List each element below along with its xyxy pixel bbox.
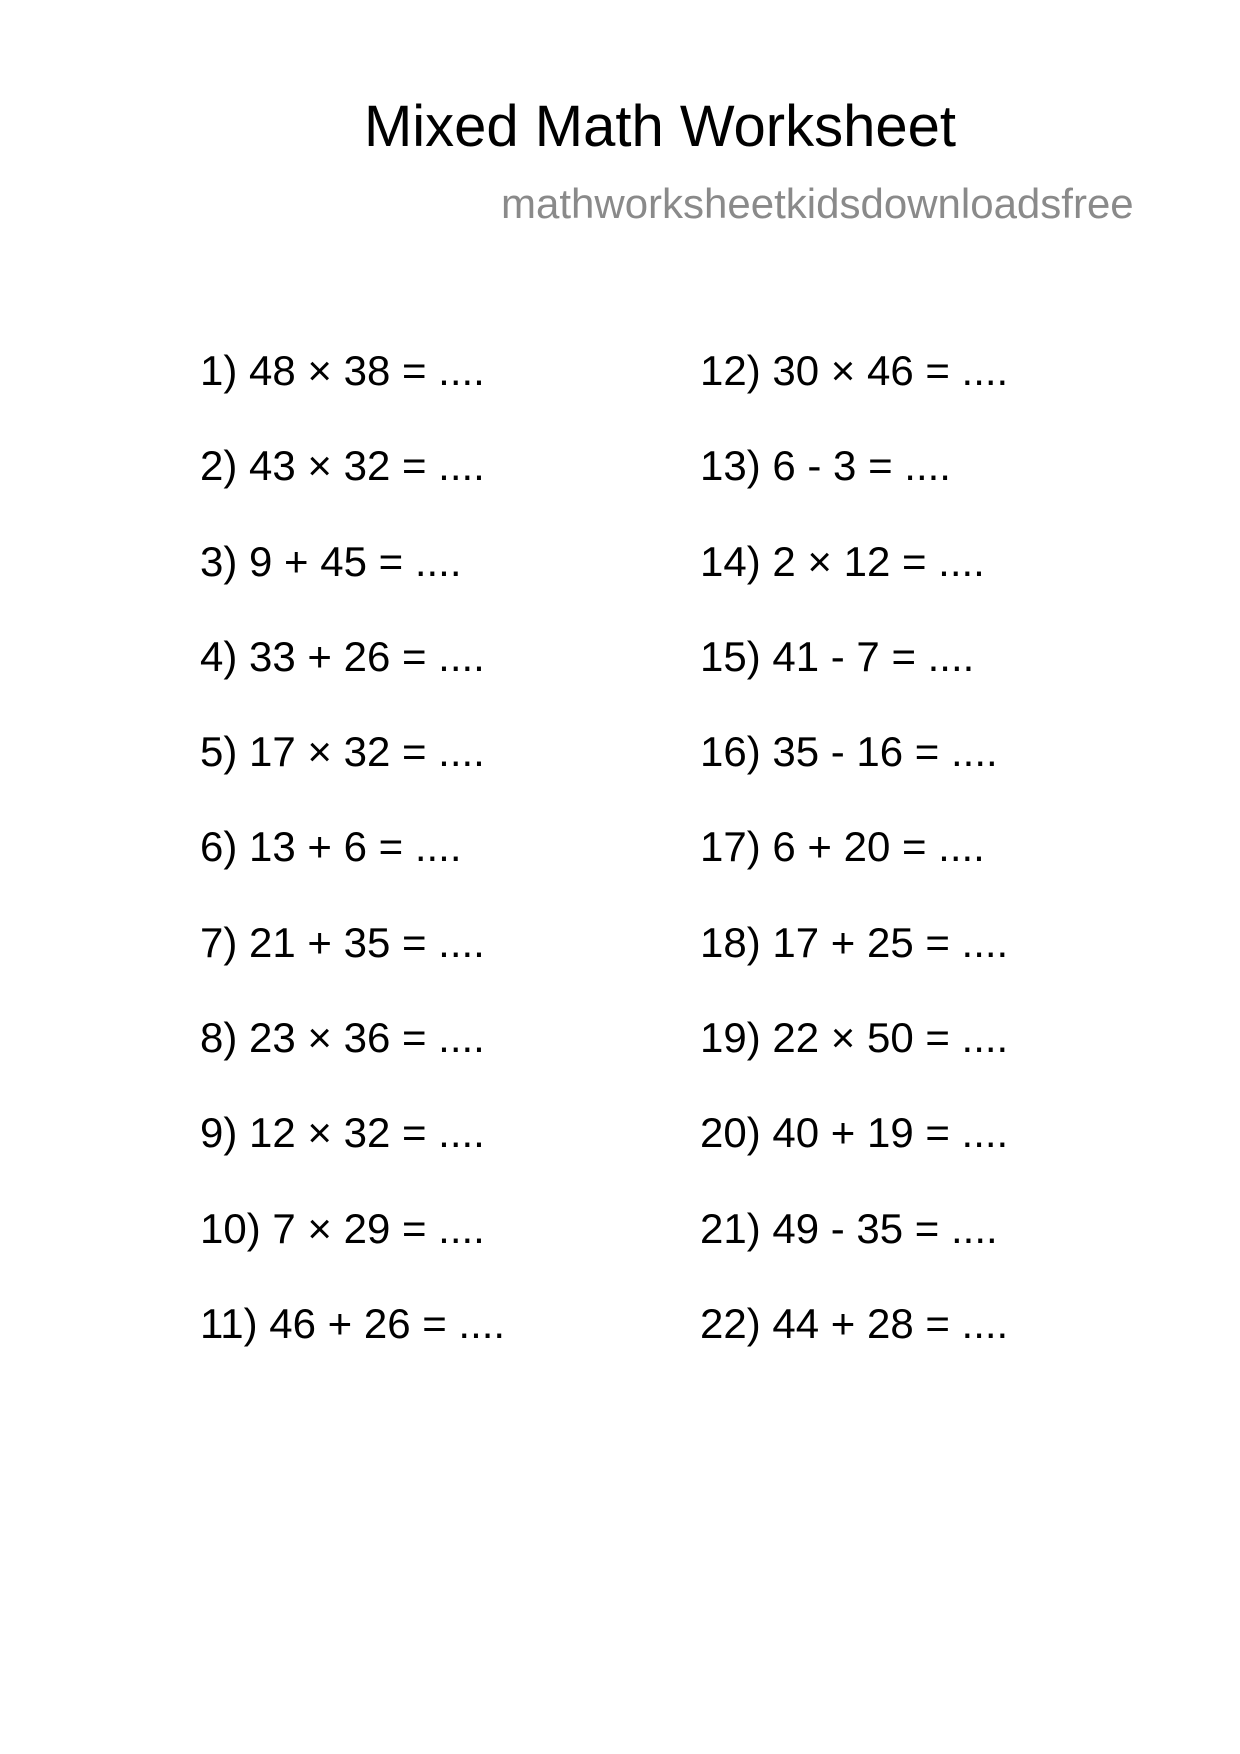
- problem-column-right: [700, 347, 1009, 1398]
- math-problem: 20) 40 + 19 = ....: [700, 1109, 1009, 1157]
- math-problem: 8) 23 × 36 = ....: [200, 1014, 485, 1062]
- math-problem: 16) 35 - 16 = ....: [700, 728, 998, 776]
- math-problem: 13) 6 - 3 = ....: [700, 442, 951, 490]
- math-problem: 21) 49 - 35 = ....: [700, 1204, 998, 1252]
- math-problem: 2) 43 × 32 = ....: [200, 442, 485, 490]
- math-problem: 3) 9 + 45 = ....: [200, 537, 462, 585]
- math-problem: 5) 17 × 32 = ....: [200, 728, 485, 776]
- math-problem: 18) 17 + 25 = ....: [700, 918, 1009, 966]
- website-watermark: mathworksheetkidsdownloadsfree: [501, 180, 1134, 227]
- math-problem: 12) 30 × 46 = ....: [700, 347, 1009, 394]
- math-problem: 15) 41 - 7 = ....: [700, 632, 975, 680]
- math-problem: 11) 46 + 26 = ....: [200, 1299, 506, 1347]
- math-problem: 9) 12 × 32 = ....: [200, 1109, 485, 1157]
- math-problem: 7) 21 + 35 = ....: [200, 918, 485, 966]
- math-problem: 4) 33 + 26 = ....: [200, 632, 485, 680]
- math-problem: 22) 44 + 28 = ....: [700, 1299, 1009, 1347]
- math-problem: 10) 7 × 29 = ....: [200, 1204, 485, 1252]
- math-problem: 19) 22 × 50 = ....: [700, 1014, 1009, 1062]
- math-problem: 17) 6 + 20 = ....: [700, 823, 985, 871]
- math-problem: 14) 2 × 12 = ....: [700, 537, 985, 585]
- math-problem: 1) 48 × 38 = ....: [200, 347, 485, 394]
- worksheet-title: Mixed Math Worksheet: [363, 94, 957, 159]
- problem-column-left: [200, 347, 506, 1398]
- math-problem: 6) 13 + 6 = ....: [200, 823, 462, 871]
